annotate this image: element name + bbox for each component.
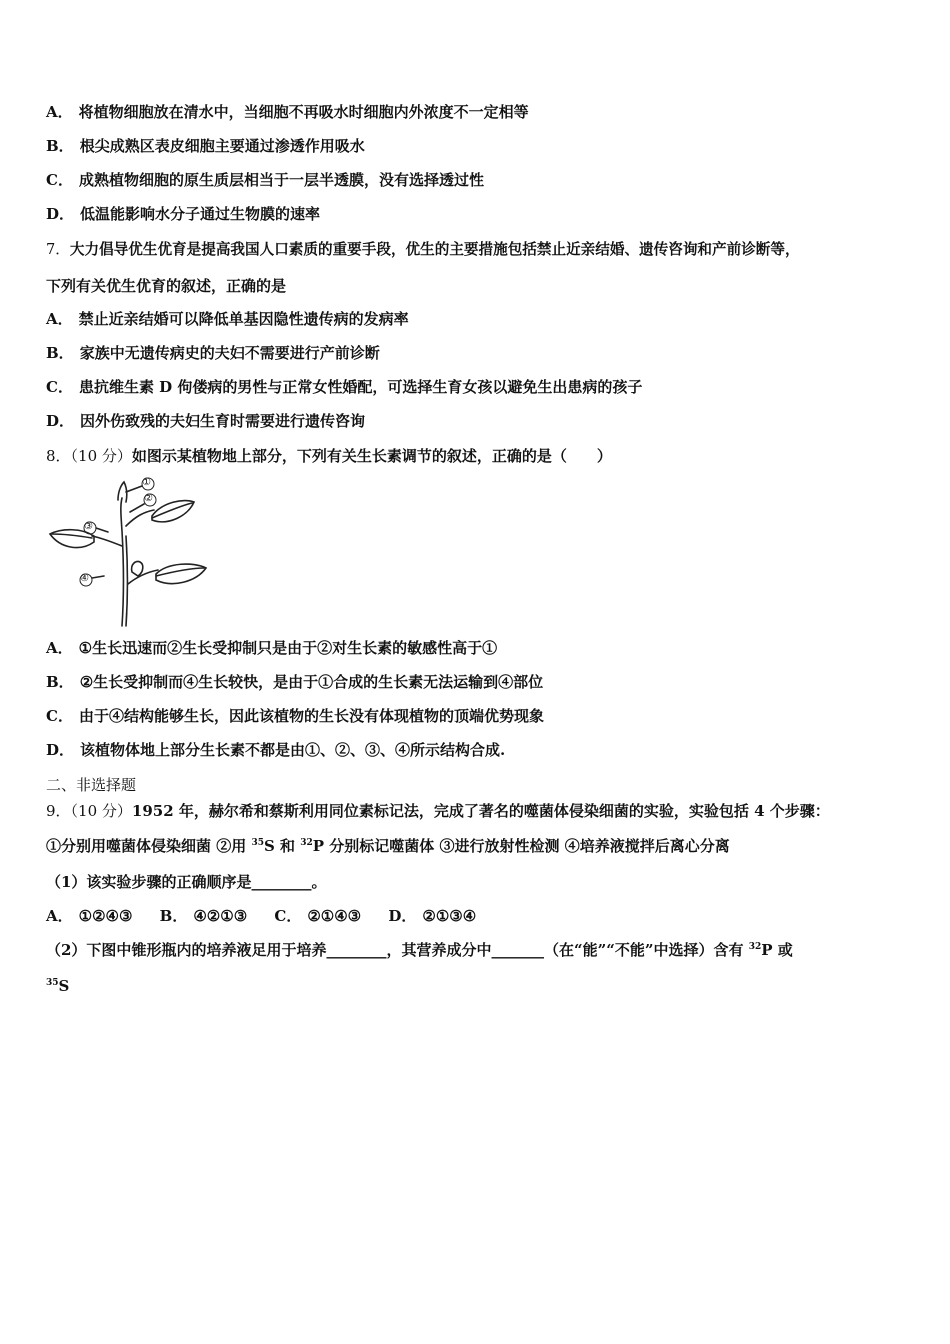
- q6-option-c: C． 成熟植物细胞的原生质层相当于一层半透膜，没有选择透过性: [46, 171, 484, 189]
- q7-option-a: A． 禁止近亲结婚可以降低单基因隐性遗传病的发病率: [46, 310, 409, 328]
- q7-option-d: D． 因外伤致残的夫妇生育时需要进行遗传咨询: [46, 412, 366, 430]
- figure-label-3: ③: [84, 521, 93, 532]
- q7-stem-line2: 下列有关优生优育的叙述，正确的是: [46, 277, 287, 295]
- q9-sub1-options: A． ①②④③ B． ④②①③ C． ②①④③ D． ②①③④: [46, 907, 477, 925]
- q7-option-c: C． 患抗维生素 D 佝偻病的男性与正常女性婚配，可选择生育女孩以避免生出患病的孩子: [46, 378, 643, 396]
- lateral-bud: [132, 561, 143, 576]
- q6-option-a: A． 将植物细胞放在清水中，当细胞不再吸水时细胞内外浓度不一定相等: [46, 103, 529, 121]
- q8-option-d: D． 该植物体地上部分生长素不都是由①、②、③、④所示结构合成.: [46, 741, 506, 759]
- plant-stem: [121, 498, 124, 626]
- q7-stem-line1: 7．大力倡导优生优育是提高我国人口素质的重要手段，优生的主要措施包括禁止近亲结婚、遗传咨询和产前诊断等，: [46, 241, 800, 258]
- q9-sub1: （1）该实验步骤的正确顺序是________。: [46, 873, 327, 891]
- q8-number: 8．: [46, 447, 71, 465]
- q8-option-a: A． ①生长迅速而②生长受抑制只是由于②对生长素的敏感性高于①: [46, 639, 498, 657]
- plant-figure: [44, 476, 216, 628]
- q9-sub2: （2）下图中锥形瓶内的培养液足用于培养________，其营养成分中_______（在“能”“不能”中选择）含有 $^{32}$P 或: [46, 941, 793, 959]
- q6-option-d: D． 低温能影响水分子通过生物膜的速率: [46, 205, 321, 223]
- q9-score: （10 分）: [70, 802, 132, 820]
- q8-stem: 8．（10 分）如图示某植物地上部分，下列有关生长素调节的叙述，正确的是（ ）: [46, 447, 612, 465]
- q8-option-b: B． ②生长受抑制而④生长较快，是由于①合成的生长素无法运输到④部位: [46, 673, 544, 691]
- q7-number: 7．: [46, 241, 70, 258]
- q8-option-c: C． 由于④结构能够生长，因此该植物的生长没有体现植物的顶端优势现象: [46, 707, 544, 725]
- figure-label-2: ②: [144, 493, 153, 504]
- q8-score: （10 分）: [70, 447, 132, 465]
- figure-label-1: ①: [142, 477, 151, 488]
- q9-steps: ①分别用噬菌体侵染细菌 ②用 $^{35}$S 和 $^{32}$P 分别标记噬菌体 ③进行放射性检测 ④培养液搅拌后离心分离: [46, 837, 730, 855]
- q6-option-b: B． 根尖成熟区表皮细胞主要通过渗透作用吸水: [46, 137, 365, 155]
- figure-label-4: ④: [80, 573, 89, 584]
- section-title: 二、非选择题: [46, 776, 137, 794]
- q9-stem: 9．（10 分）1952 年，赫尔希和蔡斯利用同位素标记法，完成了著名的噬菌体侵染细菌的实验，实验包括 4 个步骤：: [46, 802, 830, 820]
- q9-sub2-cont: $^{35}$S: [46, 977, 70, 995]
- q9-number: 9．: [46, 802, 71, 820]
- q7-option-b: B． 家族中无遗传病史的夫妇不需要进行产前诊断: [46, 344, 380, 362]
